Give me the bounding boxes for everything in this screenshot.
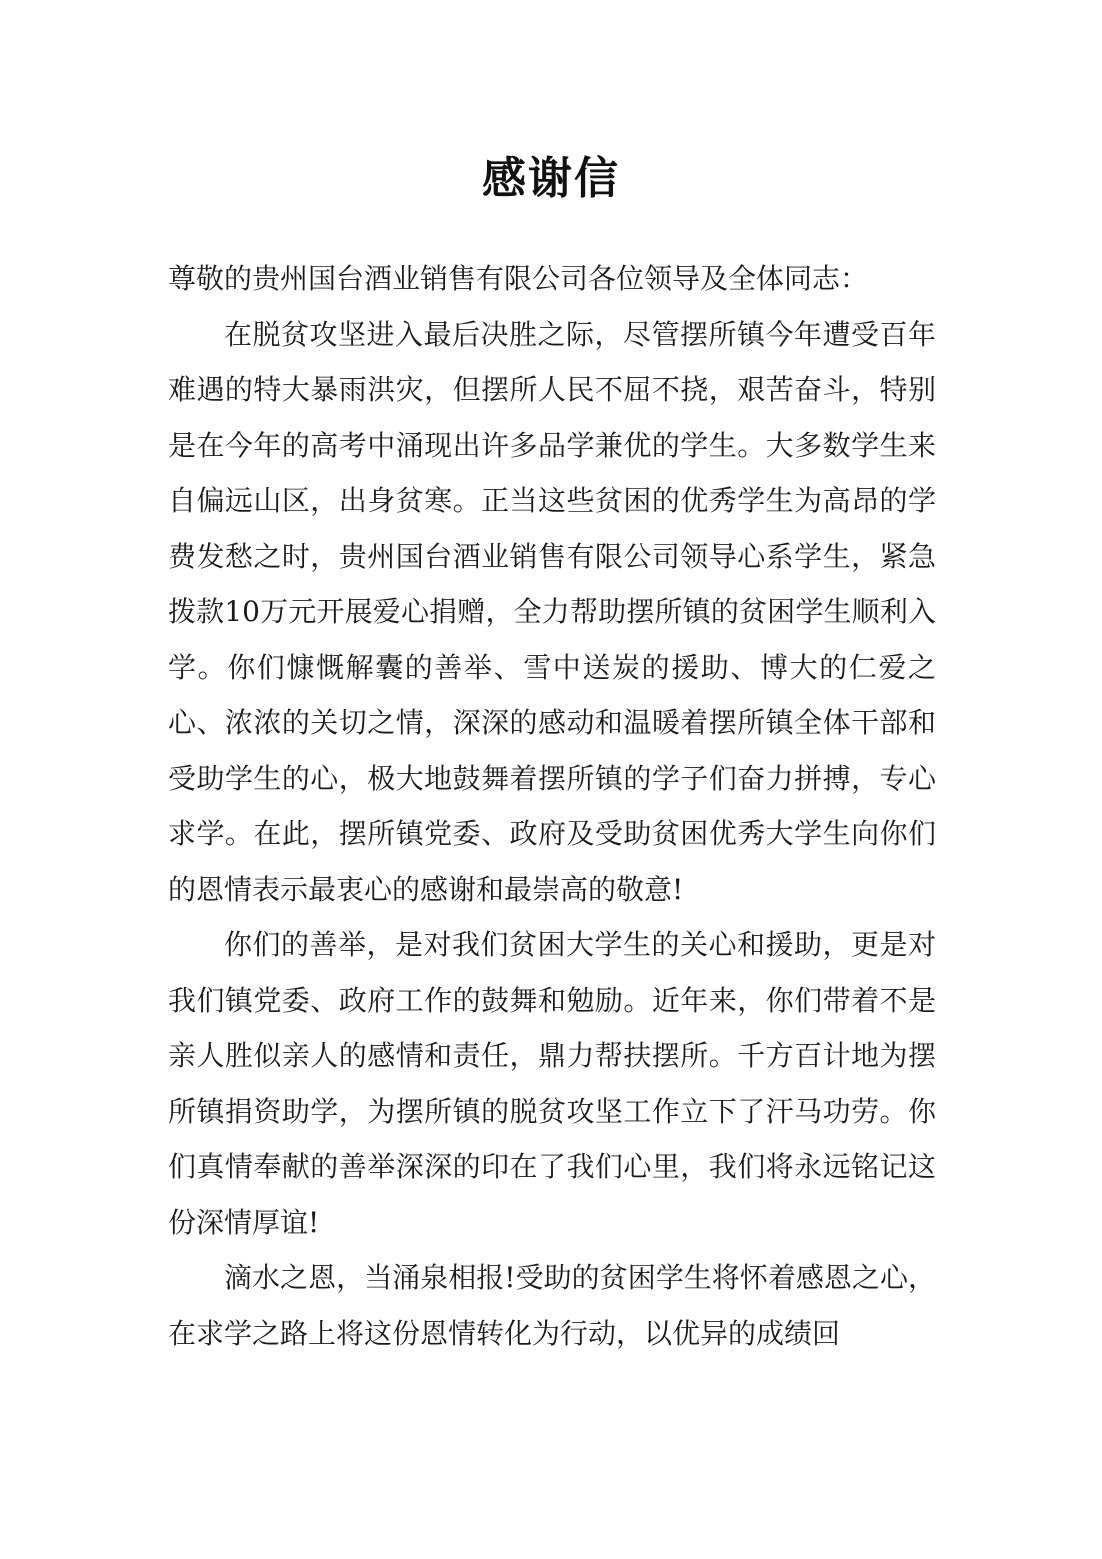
letter-body (168, 251, 936, 1361)
page-title: 感谢信 (482, 153, 620, 204)
salutation: 尊敬的贵州国台酒业销售有限公司各位领导及全体同志： (168, 262, 869, 295)
paragraph-3: 滴水之恩，当涌泉相报!受助的贫困学生将怀着感恩之心，在求学之路上将这份恩情转化为行动，以优异的成绩回 (168, 1261, 936, 1350)
paragraph-2: 你们的善举，是对我们贫困大学生的关心和援助，更是对我们镇党委、政府工作的鼓舞和勉励。近年来，你们带着不是亲人胜似亲人的感情和责任，鼎力帮扶摆所。千方百计地为摆所镇捐资助学，为摆所镇的脱贫攻坚工作立下了汗马功劳。你们真情奉献的善举深深的印在了我们心里，我们将永远铭记这份深情厚谊! (168, 928, 936, 1239)
paragraph-1: 在脱贫攻坚进入最后决胜之际，尽管摆所镇今年遭受百年难遇的特大暴雨洪灾，但摆所人民不屈不挠，艰苦奋斗，特别是在今年的高考中涌现出许多品学兼优的学生。大多数学生来自偏远山区，出身贫寒。正当这些贫困的优秀学生为高昂的学费发愁之时，贵州国台酒业销售有限公司领导心系学生，紧急拨款10万元开展爱心捐赠，全力帮助摆所镇的贫困学生顺利入学。你们慷慨解囊的善举、雪中送炭的援助、博大的仁爱之心、浓浓的关切之情，深深的感动和温暖着摆所镇全体干部和受助学生的心，极大地鼓舞着摆所镇的学子们奋力拼搏，专心求学。在此，摆所镇党委、政府及受助贫困优秀大学生向你们的恩情表示最衷心的感谢和最崇高的敬意! (168, 317, 936, 906)
